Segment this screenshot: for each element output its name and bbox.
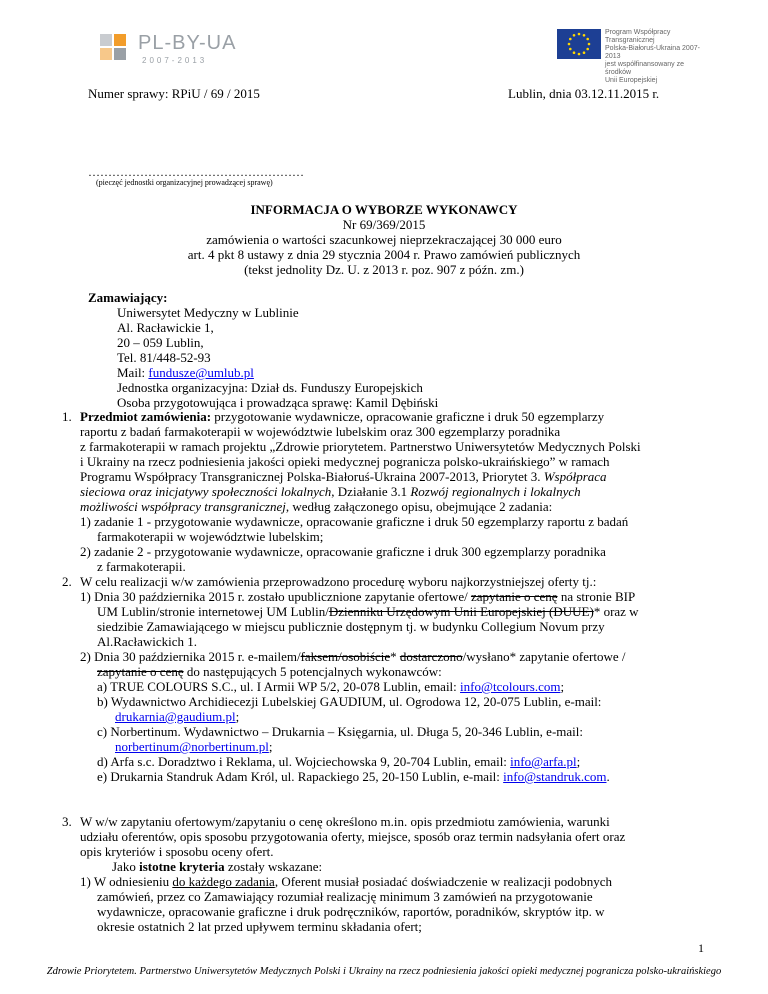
ordering-label: Zamawiający: — [88, 290, 168, 305]
pl-by-ua-logo — [98, 28, 248, 70]
eu-flag-icon — [557, 29, 601, 59]
case-number: Numer sprawy: RPiU / 69 / 2015 — [88, 86, 260, 101]
ordering-street: Al. Racławickie 1, — [117, 320, 214, 335]
section1-bold: Przedmiot zamówienia: — [80, 409, 212, 424]
ordering-tel: Tel. 81/448-52-93 — [117, 350, 211, 365]
eu-program-logo — [557, 29, 707, 84]
title-line-2: art. 4 pkt 8 ustawy z dnia 29 stycznia 2004 r. Prawo zamówień publicznych — [187, 247, 581, 262]
section1: Przedmiot zamówienia: przygotowanie wydawnicze, opracowanie graficzne i druk 50 egzemplarzy raportu z badań farmakoterapii w województwie lubelskim oraz 300 egzemplarzy poradnika z farmakoterapii w ramach projektu „Zdrowie priorytetem. Partnerstwo Uniwersytetów Medycznych Polski i Ukrainy na rzecz podniesienia jakości opieki medycznej pogranicza polsko-ukraińskiego” w ramach Programu Współpracy Transgranicznej Polska-Białoruś-Ukraina 2007-2013, Priorytet 3. Współpraca sieciowa oraz inicjatywy społeczności lokalnych, Działanie 3.1 Rozwój regionalnych i lokalnych możliwości współpracy transgranicznej, według załączonego opisu, obejmujące 2 zadania: 1) zadanie 1 - przygotowanie wydawnicze, opracowanie graficzne i druk 50 egzemplarzy raportu z badań farmakoterapii w województwie lubelskim; 2) zadanie 2 - przygotowanie wydawnicze, opracowanie graficzne i druk 300 egzemplarzy poradnika z farmakoterapii. — [80, 409, 706, 574]
section1-number: 1. — [62, 409, 72, 424]
page-number: 1 — [698, 941, 704, 955]
contractor-b: b) Wydawnictwo Archidiecezji Lubelskiej GAUDIUM, ul. Ogrodowa 12, 20-075 Lublin, e-mail: — [97, 694, 602, 709]
section3: W w/w zapytaniu ofertowym/zapytaniu o cenę określono m.in. opis przedmiotu zamówienia, warunki udziału oferentów, opis sposobu przygotowania oferty, miejsce, sposób oraz termin nadsyłania ofert oraz opis kryteriów i sposobu oceny ofert. Jako istotne kryteria zostały wskazane: 1) W odniesieniu do każdego zadania, Oferent musiał posiadać doświadczenie w realizacji podobnych zamówień, przez co Zamawiający rozumiał realizację minimum 3 zamówień na przygotowanie wydawnicze, opracowanie graficzne i druk podręczników, raportów, poradników, skryptów itp. w okresie ostatnich 2 lat przed upływem terminu składania ofert; — [80, 814, 626, 934]
ordering-mail-link[interactable]: fundusze@umlub.pl — [148, 365, 254, 380]
ordering-person: Osoba przygotowująca i prowadząca sprawę: Kamil Dębiński — [117, 395, 439, 410]
contractor-a: a) TRUE COLOURS S.C., ul. I Armii WP 5/2, 20-078 Lublin, email: info@tcolours.com; — [97, 679, 565, 694]
contractor-a-mail[interactable]: info@tcolours.com — [460, 679, 561, 694]
contractor-c: c) Norbertinum. Wydawnictwo – Drukarnia – Księgarnia, ul. Długa 5, 20-346 Lublin, e-mail: — [97, 724, 583, 739]
title-line-3: (tekst jednolity Dz. U. z 2013 r. poz. 907 z późn. zm.) — [244, 262, 524, 277]
ordering-unit: Jednostka organizacyjna: Dział ds. Funduszy Europejskich — [117, 380, 423, 395]
title-line-1: zamówienia o wartości szacunkowej nieprzekraczającej 30 000 euro — [206, 232, 562, 247]
eu-logo-line-3: jest współfinansowany ze środków — [605, 61, 684, 76]
logo-left-years: 2007-2013 — [142, 56, 208, 65]
contractor-b-mail[interactable]: drukarnia@gaudium.pl — [115, 709, 236, 724]
contractor-d-mail[interactable]: info@arfa.pl — [510, 754, 577, 769]
eu-logo-line-1: Program Współpracy Transgranicznej — [605, 29, 671, 44]
section2: W celu realizacji w/w zamówienia przeprowadzono procedurę wyboru najkorzystniejszej oferty tj.: 1) Dnia 30 października 2015 r. zostało upublicznione zapytanie ofertowe/ zapytanie o cenę na stronie BIP UM Lublin/stronie internetowej UM Lublin/Dzienniku Urzędowym Unii Europejskiej (DUUE)* oraz w siedzibie Zamawiającego w miejscu publicznie dostępnym tj. w budynku Collegium Novum przy Al.Racławickich 1. 2) Dnia 30 października 2015 r. e-mailem/faksem/osobiście* dostarczono/wysłano* zapytanie ofertowe / zapytanie o cenę do następujących 5 potencjalnych wykonawców: a) TRUE COLOURS S.C., ul. I Armii WP 5/2, 20-078 Lublin, email: info@tcolours.com; b) Wydawnictwo Archidiecezji Lubelskiej GAUDIUM, ul. Ogrodowa 12, 20-075 Lublin, e-mail: drukarnia@gaudium.pl; c) Norbertinum. Wydawnictwo – Drukarnia – Księgarnia, ul. Długa 5, 20-346 Lublin, e-mail: norbertinum@norbertinum.pl; d) Arfa s.c. Doradztwo i Reklama, ul. Wojciechowska 9, 20-704 Lublin, email: info@arfa.pl; e) Drukarnia Standruk Adam Król, ul. Rapackiego 25, 20-150 Lublin, e-mail: info@standruk.com. — [80, 574, 706, 784]
criteria-bold: istotne kryteria — [139, 859, 225, 874]
logo-left-text: PL-BY-UA — [138, 32, 237, 54]
footer-text: Zdrowie Priorytetem. Partnerstwo Uniwersytetów Medycznych Polski i Ukrainy na rzecz podniesienia jakości opieki medycznej pogranicza polsko-ukraińskiego — [46, 966, 722, 977]
section2-number: 2. — [62, 574, 72, 589]
stamp-caption: (pieczęć jednostki organizacyjnej prowadzącej sprawę) — [96, 178, 273, 187]
task-2: 2) zadanie 2 - przygotowanie wydawnicze, opracowanie graficzne i druk 300 egzemplarzy poradnika — [80, 544, 606, 559]
task-1: 1) zadanie 1 - przygotowanie wydawnicze, opracowanie graficzne i druk 50 egzemplarzy raportu z badań — [80, 514, 629, 529]
place-date: Lublin, dnia 03.12.11.2015 r. — [508, 86, 660, 101]
doc-heading: INFORMACJA O WYBORZE WYKONAWCY — [250, 202, 518, 217]
section3-number: 3. — [62, 814, 72, 829]
stamp-dots: ……………………………………………… — [88, 165, 304, 179]
contractor-e-mail[interactable]: info@standruk.com — [503, 769, 607, 784]
ordering-city: 20 – 059 Lublin, — [117, 335, 204, 350]
ordering-name: Uniwersytet Medyczny w Lublinie — [117, 305, 299, 320]
eu-logo-line-4: Unii Europejskiej — [605, 77, 658, 84]
contractor-e: e) Drukarnia Standruk Adam Król, ul. Rapackiego 25, 20-150 Lublin, e-mail: info@standruk.com. — [97, 769, 610, 784]
eu-logo-line-2: Polska-Białoruś-Ukraina 2007-2013 — [605, 45, 700, 60]
doc-number: Nr 69/369/2015 — [342, 217, 426, 232]
contractor-c-mail[interactable]: norbertinum@norbertinum.pl — [115, 739, 269, 754]
contractor-d: d) Arfa s.c. Doradztwo i Reklama, ul. Wojciechowska 9, 20-704 Lublin, email: info@arfa.pl; — [97, 754, 581, 769]
ordering-mail-line: Mail: fundusze@umlub.pl — [117, 365, 254, 380]
